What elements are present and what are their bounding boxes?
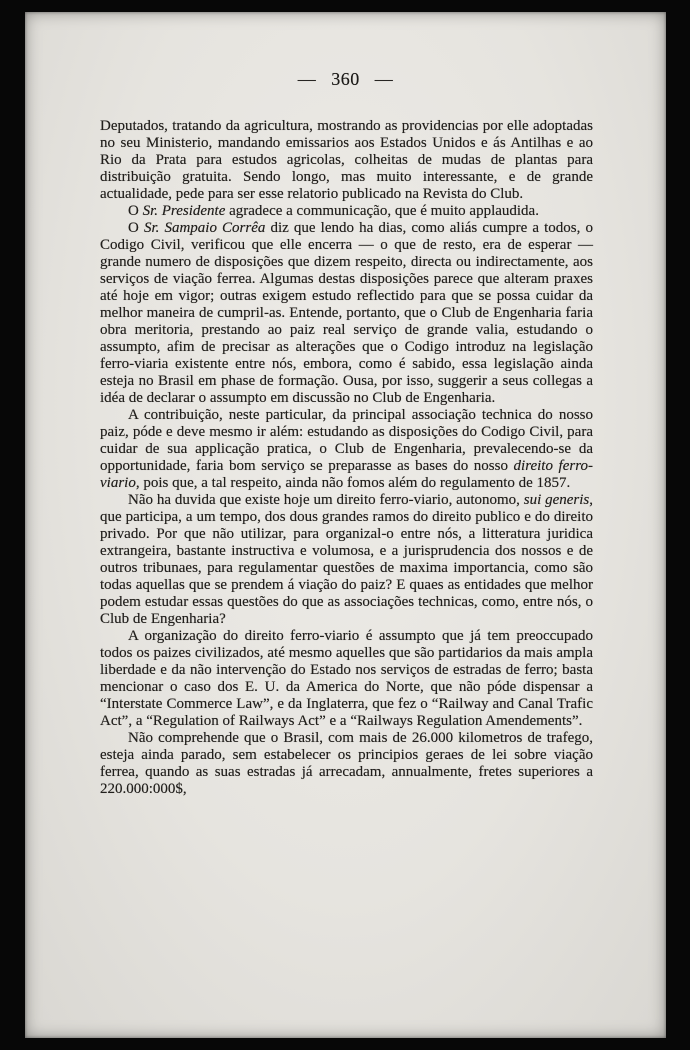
text-segment: A organização do direito ferro-viario é assumpto que já tem preoccupado todos os paizes civilizados, até mesmo aquelles que são partidarios da mais ampla liberdade e da não intervenção do Estado nos serviços de estradas de ferro; basta mencionar o caso dos E. U. da America do Norte, que não póde dispensar a “Interstate Commerce Law”, e da Inglaterra, que fez o “Railway and Canal Trafic Act”, a “Regulation of Railways Act” e a “Railways Regulation Amendements”. bbox=[100, 628, 593, 729]
text-segment: , que participa, a um tempo, dos dous grandes ramos do direito publico e do direito privado. Por que não utilizar, para organizal-o entre nós, a litteratura juridica extrangeira, bastante instructiva e volumosa, e a jurisprudencia dos nossos e de outros tribunaes, para regulamentar questões de maxima importancia, como são todas aquellas que se prendem á viação do paiz? E quaes as entidades que melhor podem estudar essas questões do que as associações technicas, como, entre nós, o Club de Engenharia? bbox=[100, 492, 593, 627]
paragraph bbox=[100, 203, 593, 220]
text-segment: Não comprehende que o Brasil, com mais de 26.000 kilometros de trafego, esteja ainda parado, sem estabelecer os principios geraes de lei sobre viação ferrea, quando as suas estradas já arrecadam, annualmente, fretes superiores a 220.000:000$, bbox=[100, 730, 593, 797]
text-segment: O bbox=[128, 220, 144, 236]
text-segment: diz que lendo ha dias, como aliás cumpre a todos, o Codigo Civil, verificou que elle encerra — o que de resto, era de esperar — grande numero de disposições que dizem respeito, directa ou indirectamente, aos serviços de viação ferrea. Algumas destas disposições parece que alteram praxes até hoje em vigor; outras exigem estudo reflectido para que se possa cuidar da melhor maneira de cumpril-as. Entende, portanto, que o Club de Engenharia faria obra meritoria, prestando ao paiz real serviço de grande valia, estudando o assumpto, afim de precisar as alterações que o Codigo introduz na legislação ferro-viaria existente entre nós, embora, como é sabido, essa legislação ainda esteja no Brasil em phase de formação. Ousa, por isso, suggerir a seus collegas a idéa de declarar o assumpto em discussão no Club de Engenharia. bbox=[100, 220, 593, 406]
page-number: — 360 — bbox=[297, 69, 394, 89]
page-header bbox=[25, 69, 666, 90]
text-segment-italic: sui generis bbox=[523, 492, 590, 508]
text-segment: A contribuição, neste particular, da principal associação technica do nosso paiz, póde e deve mesmo ir além: estudando as disposições do Codigo Civil, para cuidar de sua applicação pratica, o Club de Engenharia, prevalecendo-se da opportunidade, faria bom serviço se preparasse as bases do nosso bbox=[100, 407, 593, 474]
text-segment-italic: Sr. Sampaio Corrêa bbox=[143, 220, 266, 236]
text-segment: agradece a communicação, que é muito applaudida. bbox=[225, 203, 539, 219]
paragraph bbox=[100, 492, 593, 628]
text-segment: , pois que, a tal respeito, ainda não fomos além do regulamento de 1857. bbox=[135, 475, 571, 491]
paragraph bbox=[100, 220, 593, 407]
paragraph bbox=[100, 118, 593, 203]
paragraph bbox=[100, 407, 593, 492]
text-segment: O bbox=[128, 203, 143, 219]
text-segment: Não ha duvida que existe hoje um direito ferro-viario, autonomo, bbox=[128, 492, 524, 508]
text-segment-italic: direito ferro-viario bbox=[100, 458, 593, 491]
text-segment: Deputados, tratando da agricultura, mostrando as providencias por elle adoptadas no seu Ministerio, mandando emissarios aos Estados Unidos e ás Antilhas e ao Rio da Prata para estudos agricolas, colheitas de mudas de plantas para distribuição gratuita. Sendo longo, mas muito interessante, e de grande actualidade, pede para ser esse relatorio publicado na Revista do Club. bbox=[100, 118, 593, 202]
paragraph bbox=[100, 628, 593, 730]
document-body bbox=[25, 118, 666, 798]
paragraph bbox=[100, 730, 593, 798]
document-page bbox=[25, 12, 666, 1038]
text-segment-italic: Sr. Presidente bbox=[142, 203, 226, 219]
